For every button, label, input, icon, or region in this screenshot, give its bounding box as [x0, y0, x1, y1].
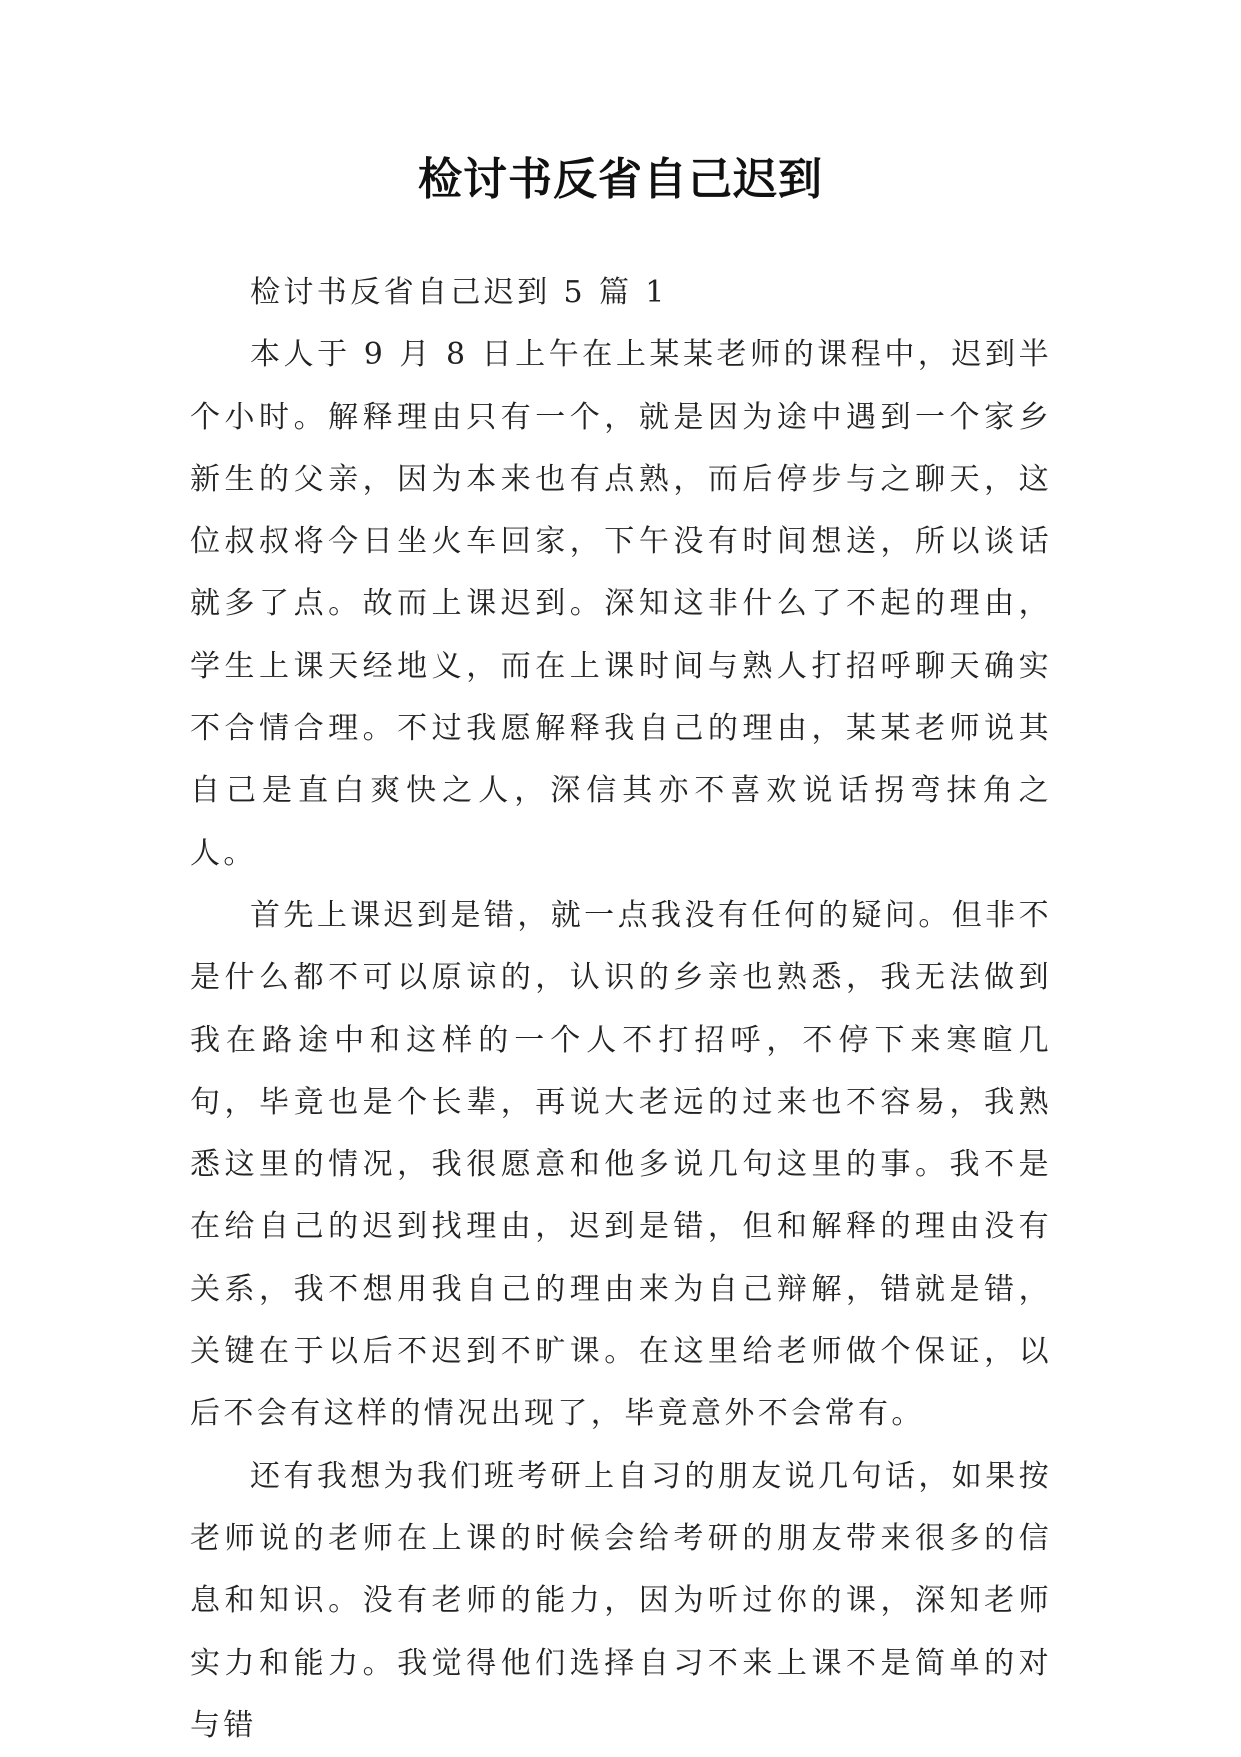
paragraph-3: 还有我想为我们班考研上自习的朋友说几句话，如果按老师说的老师在上课的时候会给考研的朋友带来很多的信息和知识。没有老师的能力，因为听过你的课，深知老师实力和能力。我觉得他们选择自习不来上课不是简单的对与错 [190, 1458, 1052, 1743]
paragraph-1: 本人于 9 月 8 日上午在上某某老师的课程中，迟到半个小时。解释理由只有一个，就是因为途中遇到一个家乡新生的父亲，因为本来也有点熟，而后停步与之聊天，这位叔叔将今日坐火车回家，下午没有时间想送，所以谈话就多了点。故而上课迟到。深知这非什么了不起的理由，学生上课天经地义，而在上课时间与熟人打招呼聊天确实不合情合理。不过我愿解释我自己的理由，某某老师说其自己是直白爽快之人，深信其亦不喜欢说话拐弯抹角之人。 [190, 337, 1052, 871]
paragraph-2: 首先上课迟到是错，就一点我没有任何的疑问。但非不是什么都不可以原谅的，认识的乡亲也熟悉，我无法做到我在路途中和这样的一个人不打招呼，不停下来寒暄几句，毕竟也是个长辈，再说大老远的过来也不容易，我熟悉这里的情况，我很愿意和他多说几句这里的事。我不是在给自己的迟到找理由，迟到是错，但和解释的理由没有关系，我不想用我自己的理由来为自己辩解，错就是错，关键在于以后不迟到不旷课。在这里给老师做个保证，以后不会有这样的情况出现了，毕竟意外不会常有。 [190, 897, 1052, 1432]
section-heading: 检讨书反省自己迟到 5 篇 1 [250, 275, 668, 310]
document-body [190, 262, 1052, 1757]
page-title: 检讨书反省自己迟到 [418, 154, 823, 205]
